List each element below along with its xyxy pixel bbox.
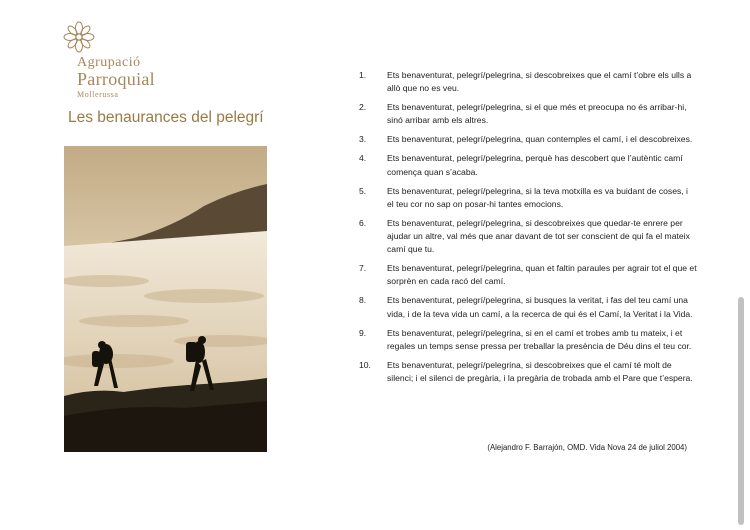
photo-illustration (64, 146, 267, 452)
list-item (357, 294, 697, 320)
page-title: Les benaurances del pelegrí (68, 109, 264, 126)
item-text: Ets benaventurat, pelegrí/pelegrina, si descobreixes que el camí té molt de silenci; i el silenci de pregària, i la pregària de trobada amb el Pare que t’espera. (387, 359, 693, 384)
hikers-silhouette-photo (64, 146, 267, 452)
parish-logo (62, 20, 192, 99)
item-text: Ets benaventurat, pelegrí/pelegrina, si en el camí et trobes amb tu mateix, i et regales un temps sense pressa per treballar la presència de Déu dins el teu cor. (387, 327, 692, 351)
logo-text-mollerussa: Mollerussa (77, 90, 119, 99)
list-item (357, 359, 697, 385)
item-text: Ets benaventurat, pelegrí/pelegrina, quan contemples el camí, i el descobreixes. (387, 134, 693, 145)
item-number: 4. (359, 153, 367, 164)
item-number: 1. (359, 70, 367, 80)
item-text: Ets benaventurat, pelegrí/pelegrina, si el que més et preocupa no és arribar-hi, sinó arribar amb els altres. (387, 102, 687, 126)
item-text: Ets benaventurat, pelegrí/pelegrina, quan et faltin paraules per agrair tot el que et sorprèn en cada racó del camí. (387, 263, 697, 287)
item-text: Ets benaventurat, pelegrí/pelegrina, si descobreixes que el camí t’obre els ulls a allò que no es veu. (387, 70, 692, 94)
beatitudes-list (357, 69, 697, 391)
item-number: 9. (359, 327, 367, 338)
item-number: 3. (359, 134, 367, 145)
list-item (357, 185, 697, 211)
item-number: 6. (359, 217, 367, 228)
citation: (Alejandro F. Barrajón, OMD. Vida Nova 24 de juliol 2004) (487, 443, 687, 452)
list-item (357, 327, 697, 353)
item-number: 2. (359, 102, 367, 113)
list-item (357, 133, 697, 146)
list-item (357, 217, 697, 257)
item-text: Ets benaventurat, pelegrí/pelegrina, si descobreixes que quedar-te enrere per ajudar un altre, val més que anar davant de tot ser conscient de qui fa el mateix camí que tu. (387, 217, 690, 255)
item-number: 10. (359, 359, 371, 370)
item-number: 8. (359, 295, 367, 306)
item-number: 5. (359, 185, 367, 196)
list-item (357, 152, 697, 178)
list-item (357, 101, 697, 127)
vertical-scrollbar[interactable] (738, 297, 744, 525)
item-text: Ets benaventurat, pelegrí/pelegrina, si la teva motxilla es va buidant de coses, i el teu cor no sap on posar-hi tantes emocions. (387, 185, 688, 209)
logo-text-agrupacio: Agrupació (77, 55, 141, 70)
flower-ornament-icon (62, 20, 96, 54)
list-item (357, 262, 697, 288)
item-text: Ets benaventurat, pelegrí/pelegrina, perquè has descobert que l’autèntic camí comença quan s’acaba. (387, 153, 683, 177)
item-number: 7. (359, 263, 367, 274)
list-item (357, 69, 697, 95)
item-text: Ets benaventurat, pelegrí/pelegrina, si busques la veritat, i fas del teu camí una vida, i de la teva vida un camí, a la recerca de qui és el Camí, la Veritat i la Vida. (387, 295, 693, 319)
logo-text-parroquial: Parroquial (77, 69, 155, 89)
